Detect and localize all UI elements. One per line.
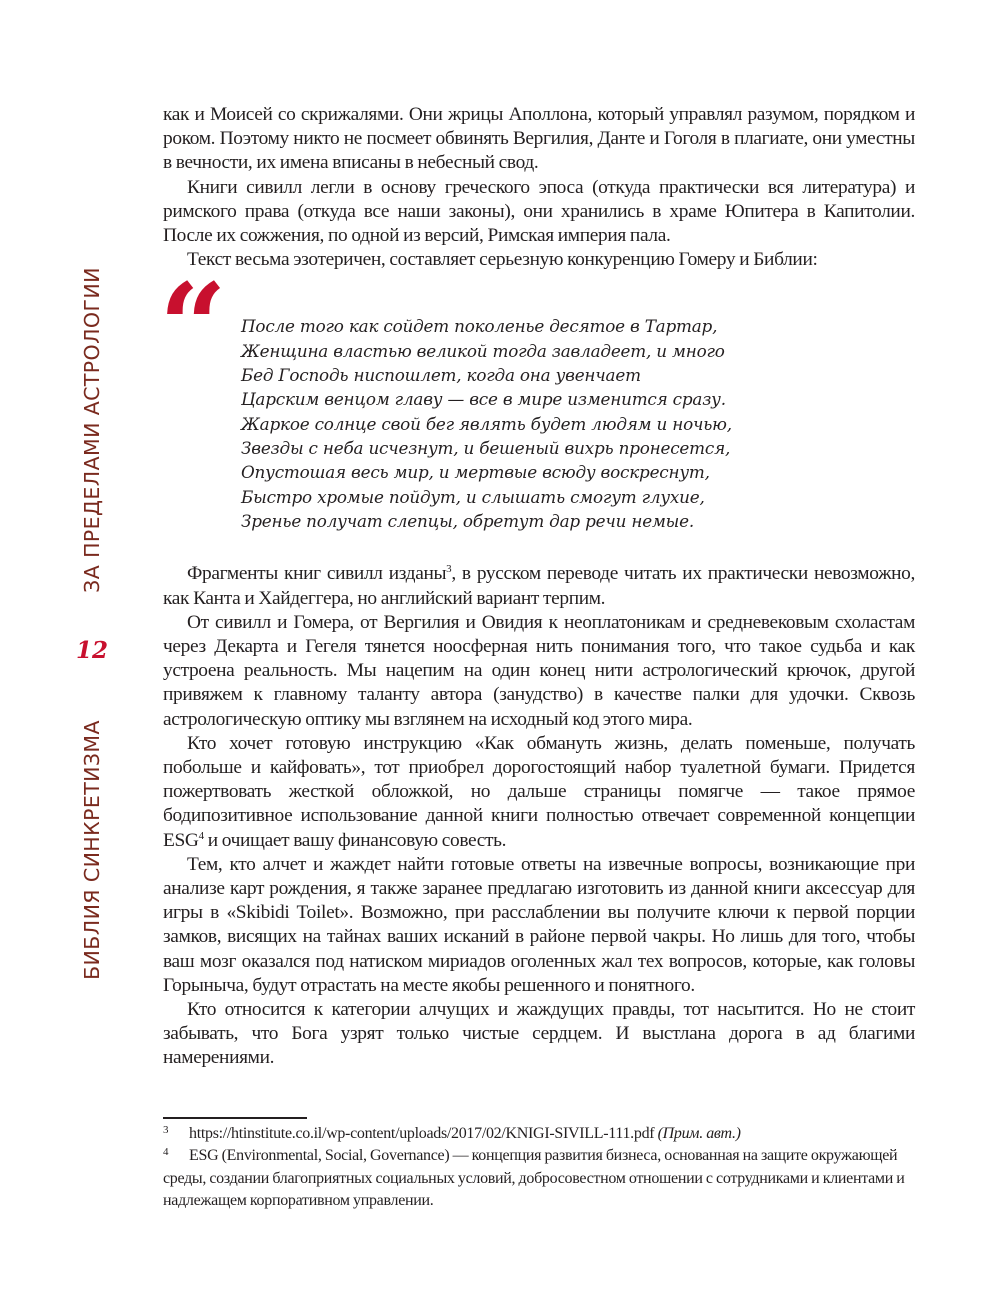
paragraph — [163, 562, 915, 610]
footnote-text: ESG (Environmental, Social, Governance) — концепция развития бизнеса, основанная на защите окружающей среды, создании благоприятных социальных условий, добросовестном отношении с сотрудниками и клиентами и надлежащем корпоративном управлении. — [163, 1147, 905, 1210]
footnote-4: 4 ESG (Environmental, Social, Governance) — концепция развития бизнеса, основанная на защите окружающей среды, создании благоприятных социальных условий, добросовестном отношении с сотрудниками и клиентами и надлежащем корпоративном управлении. — [163, 1146, 905, 1210]
text-column — [159, 103, 915, 1071]
footnote-3: 3 https://htinstitute.co.il/wp-content/uploads/2017/02/KNIGI-SIVILL-111.pdf (Прим. авт.) — [163, 1124, 741, 1142]
verse-line: Царским венцом главу — все в мире изменится сразу. — [241, 389, 726, 410]
paragraph-text: Кто хочет готовую инструкцию «Как обмануть жизнь, делать поменьше, получать побольше и кайфовать», тот приобрел дорогостоящий набор туалетной бумаги. Придется пожертвовать жесткой обложкой, но дальше страницы помягче — такое прямое бодипозитивное использование данной книги полностью отвечает современной концепции ESG — [163, 732, 915, 851]
paragraph: Текст весьма эзотеричен, составляет серьезную конкуренцию Гомеру и Библии: — [187, 249, 818, 271]
footnote-ref-4[interactable]: 4 — [198, 829, 204, 842]
verse-line: Опустошая весь мир, и мертвые всюду воскреснут, — [241, 462, 710, 483]
section-title: ЗА ПРЕДЕЛАМИ АСТРОЛОГИИ — [80, 267, 105, 593]
footnotes — [163, 1117, 915, 1213]
paragraph: Тем, кто алчет и жаждет найти готовые ответы на извечные вопросы, возникающие при анализе карт рождения, я также заранее предлагаю изготовить из данной книги аксессуар для игры в «Skibidi Toilet». Возможно, при расслаблении вы получите ключи к первой порции замков, висящих на тайнах ваших исканий в районе первой чакры. Но лишь для того, чтобы ваш мозг оказался под натиском мириадов оголенных жал тех вопросов, которые, как головы Горыныча, будут отрастать на месте якобы решенного и понятного. — [163, 853, 915, 996]
paragraph-text: , в русском переводе читать их практически невозможно, как Канта и Хайдеггера, но английский вариант терпим. — [163, 563, 915, 609]
paragraph: От сивилл и Гомера, от Вергилия и Овидия к неоплатоникам и средневековым схоластам через Декарта и Гегеля тянется ноосферная нить понимания того, что такое судьба и как устроена реальность. Мы нацепим на один конец нити астрологический крючок, другой привяжем к главному таланту автора (занудство) в качестве палки для удочки. Сквозь астрологическую оптику мы взглянем на исходный код этого мира. — [163, 611, 915, 730]
running-head-section — [62, 250, 122, 610]
verse-line: Женщина властью великой тогда завладеет, и много — [241, 340, 725, 361]
verse-line: Быстро хромые пойдут, и слышать смогут глухие, — [241, 486, 705, 507]
quote-open-icon: “ — [159, 257, 227, 397]
page-sidebar — [62, 0, 122, 1312]
footnote-note: (Прим. авт.) — [654, 1125, 741, 1142]
verse-line: Бед Господь ниспошлет, когда она увенчает — [241, 365, 641, 386]
verse-line: Звезды с неба исчезнут, и бешеный вихрь пронесется, — [241, 437, 731, 458]
running-head-book — [62, 705, 122, 995]
paragraph: Кто относится к категории алчущих и жаждущих правды, тот насытится. Но не стоит забывать, что Бога узрят только чистые сердцем. И выстлана дорога в ад благими намерениями. — [163, 999, 915, 1069]
footnote-link[interactable]: https://htinstitute.co.il/wp-content/uploads/2017/02/KNIGI-SIVILL-111.pdf — [189, 1125, 655, 1142]
verse-line: Жаркое солнце свой бег являть будет людям и ночью, — [241, 413, 732, 434]
paragraph-text: Фрагменты книг сивилл изданы — [187, 563, 447, 585]
verse-line: Зренье получат слепцы, обретут дар речи немые. — [241, 510, 694, 531]
footnote-divider — [163, 1117, 307, 1119]
footnote-ref-3[interactable]: 3 — [446, 563, 452, 576]
book-title: БИБЛИЯ СИНКРЕТИЗМА — [80, 720, 105, 980]
paragraph-text: и очищает вашу финансовую совесть. — [203, 829, 507, 851]
paragraph: Книги сивилл легли в основу греческого эпоса (откуда практически вся литература) и римского права (откуда все наши законы), они хранились в храме Юпитера в Капитолии. После их сожжения, по одной из версий, Римская империя пала. — [163, 176, 915, 247]
verse-lines — [241, 314, 732, 533]
page-number: 12 — [75, 637, 108, 664]
verse-line: После того как сойдет поколенье десятое в Тартар, — [241, 316, 718, 337]
paragraph: как и Моисей со скрижалями. Они жрицы Аполлона, который управлял разумом, порядком и роком. Поэтому никто не посмеет обвинять Вергилия, Данте и Гоголя в плагиате, они уместны в вечности, их имена вписаны в небесный свод. — [163, 104, 915, 174]
paragraph — [163, 732, 915, 853]
